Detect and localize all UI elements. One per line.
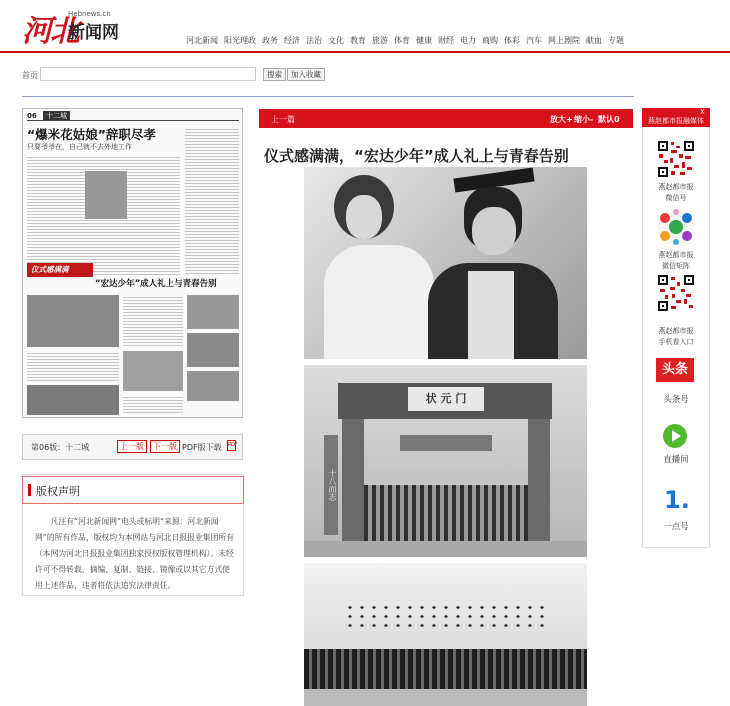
main-nav [186, 35, 624, 46]
nav-item[interactable]: 献血 [586, 36, 602, 45]
site-name: 新闻网 [68, 23, 119, 43]
gate-plaque: 状 元 门 [408, 387, 484, 411]
article-photo-caps-toss [304, 563, 587, 706]
nav-item[interactable]: 河北新闻 [186, 36, 218, 45]
article-photo-graduation [304, 167, 587, 359]
nav-item[interactable]: 电力 [460, 36, 476, 45]
site-logo[interactable]: 河北 [22, 14, 78, 49]
sidebar-label-matrix: 燕赵都市报 微信矩阵 [658, 251, 694, 270]
gate-banner: 十八而志 [324, 435, 338, 535]
nav-item[interactable]: 财经 [438, 36, 454, 45]
prev-page-button[interactable]: 上一版 [117, 440, 147, 453]
newspaper-page-thumbnail[interactable] [22, 108, 243, 418]
nav-item[interactable]: 旅游 [372, 36, 388, 45]
site-domain: Hebnews.cn [68, 10, 111, 18]
page-section-name: 十二城 [43, 111, 70, 121]
copyright-accent-bar [28, 484, 31, 496]
paper-headline-2[interactable]: “宏达少年”成人礼上与青春告别 [95, 279, 217, 289]
zoom-in-button[interactable]: 放大+ [550, 115, 573, 124]
nav-item[interactable]: 法治 [306, 36, 322, 45]
next-page-button[interactable]: 下一版 [150, 440, 180, 453]
yidian-icon[interactable]: 1. [664, 486, 690, 514]
toutiao-icon[interactable]: 头条 [656, 358, 694, 382]
search-input[interactable] [40, 67, 256, 81]
current-page-label: 第06版：十二城 [31, 443, 90, 452]
close-icon[interactable]: X [700, 108, 705, 116]
nav-item[interactable]: 体彩 [504, 36, 520, 45]
wechat-matrix-icon [657, 208, 695, 246]
nav-item[interactable]: 汽车 [526, 36, 542, 45]
nav-item[interactable]: 专题 [608, 36, 624, 45]
sidebar-label-mobile: 燕赵都市报 手机看入口 [658, 327, 694, 346]
nav-item[interactable]: 政务 [262, 36, 278, 45]
add-favorite-button[interactable]: 加入收藏 [287, 68, 325, 81]
nav-item[interactable]: 教育 [350, 36, 366, 45]
pdf-icon[interactable]: PDF [227, 440, 236, 451]
prev-article-link[interactable]: 上一篇 [271, 115, 295, 124]
copyright-title: 版权声明 [36, 485, 80, 498]
sidebar-label-toutiao[interactable]: 头条号 [663, 395, 689, 405]
paper-headline-1[interactable]: “爆米花姑娘”辞职尽孝 [27, 127, 156, 142]
nav-item[interactable]: 健康 [416, 36, 432, 45]
search-button[interactable]: 搜索 [263, 68, 286, 81]
nav-item[interactable]: 经济 [284, 36, 300, 45]
article-photo-gate [304, 365, 587, 557]
paper-subhead-1: 只要爷爷在，自己就不去外地工作 [27, 143, 132, 151]
sidebar-label-yidian[interactable]: 一点号 [663, 522, 689, 532]
page-number: 06 [27, 112, 37, 120]
nav-item[interactable]: 商购 [482, 36, 498, 45]
article-title: 仪式感满满，“宏达少年”成人礼上与青春告别 [264, 147, 569, 165]
mobile-qr-code [657, 274, 695, 312]
nav-item[interactable]: 文化 [328, 36, 344, 45]
nav-item[interactable]: 阳光理政 [224, 36, 256, 45]
pdf-download-link[interactable]: PDF版下载 [182, 443, 222, 452]
paper-section-tag: 仪式感满满 [27, 263, 93, 277]
header-divider [0, 51, 730, 53]
sidebar-label-wechat: 燕赵都市报 微信号 [658, 183, 694, 202]
search-divider [22, 96, 634, 97]
nav-item[interactable]: 体育 [394, 36, 410, 45]
nav-item[interactable]: 网上剧院 [548, 36, 580, 45]
play-icon[interactable] [663, 424, 687, 448]
copyright-text: 凡注有“河北新闻网”电头或标明“来源：河北新闻网”的所有作品，版权均为本网站与河北日报报业集团所有（本网为河北日报报业集团独家授权版权管理机构）。未经许可不得转载、摘编、复制、链接、镜像或以其它方式使用上述作品，违者将依法追究法律责任。 [35, 517, 234, 590]
sidebar-label-live[interactable]: 直播间 [663, 455, 689, 465]
zoom-default-button[interactable]: 默认0 [598, 115, 620, 124]
zoom-out-button[interactable]: 缩小- [574, 115, 594, 124]
sidebar-header: 燕赵都市报融媒体 [642, 108, 710, 127]
home-link[interactable]: 首页 [22, 71, 38, 80]
wechat-qr-code [657, 140, 695, 178]
